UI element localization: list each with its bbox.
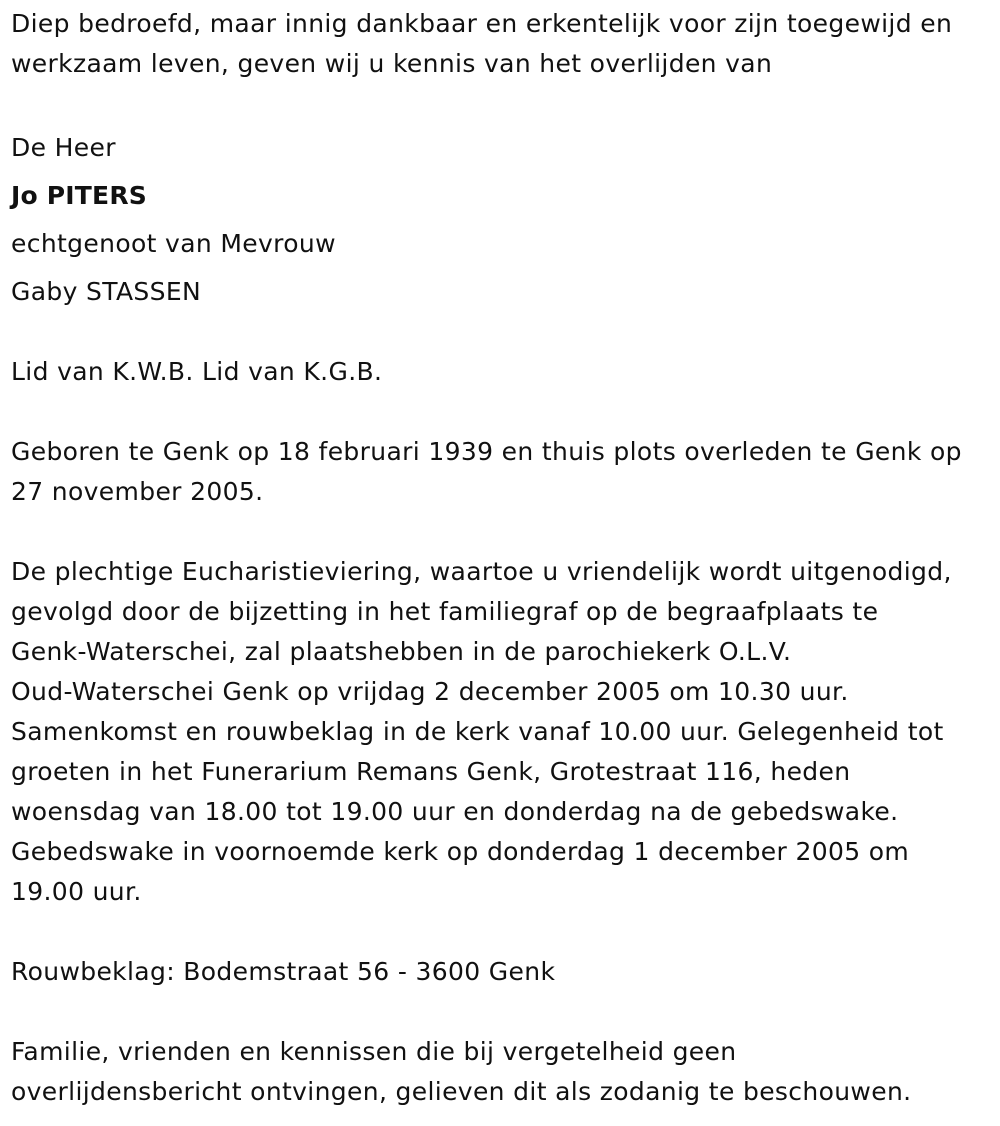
closing-paragraph	[11, 1032, 996, 1112]
deceased-name: Jo PITERS	[11, 181, 147, 210]
spacer	[11, 392, 996, 432]
memberships: Lid van K.W.B. Lid van K.G.B.	[11, 357, 383, 386]
intro-paragraph	[11, 4, 996, 84]
ceremony-line: Samenkomst en rouwbeklag in de kerk vanaf 10.00 uur. Gelegenheid tot	[11, 717, 944, 746]
spouse-label: echtgenoot van Mevrouw	[11, 229, 336, 258]
closing-line: overlijdensbericht ontvingen, gelieven dit als zodanig te beschouwen.	[11, 1077, 912, 1106]
spacer	[11, 316, 996, 352]
condolence-address: Rouwbeklag: Bodemstraat 56 - 3600 Genk	[11, 957, 556, 986]
ceremony-line: De plechtige Eucharistieviering, waartoe u vriendelijk wordt uitgenodigd,	[11, 557, 952, 586]
birth-death-paragraph	[11, 432, 996, 512]
spacer	[11, 992, 996, 1032]
ceremony-paragraph	[11, 552, 996, 912]
spouse-name: Gaby STASSEN	[11, 277, 202, 306]
birth-death-line: 27 november 2005.	[11, 477, 264, 506]
birth-death-line: Geboren te Genk op 18 februari 1939 en thuis plots overleden te Genk op	[11, 437, 962, 466]
intro-line: Diep bedroefd, maar innig dankbaar en erkentelijk voor zijn toegewijd en	[11, 9, 953, 38]
spacer	[11, 512, 996, 552]
ceremony-line: groeten in het Funerarium Remans Genk, Grotestraat 116, heden	[11, 757, 851, 786]
ceremony-line: 19.00 uur.	[11, 877, 142, 906]
spacer	[11, 84, 996, 124]
deceased-title: De Heer	[11, 133, 116, 162]
obituary-notice	[11, 4, 996, 1112]
intro-line: werkzaam leven, geven wij u kennis van het overlijden van	[11, 49, 773, 78]
ceremony-line: Genk-Waterschei, zal plaatshebben in de parochiekerk O.L.V.	[11, 637, 792, 666]
ceremony-line: woensdag van 18.00 tot 19.00 uur en donderdag na de gebedswake.	[11, 797, 899, 826]
ceremony-line: Gebedswake in voornoemde kerk op donderdag 1 december 2005 om	[11, 837, 910, 866]
deceased-block	[11, 124, 996, 316]
closing-line: Familie, vrienden en kennissen die bij vergetelheid geen	[11, 1037, 737, 1066]
ceremony-line: gevolgd door de bijzetting in het familiegraf op de begraafplaats te	[11, 597, 879, 626]
ceremony-line: Oud-Waterschei Genk op vrijdag 2 december 2005 om 10.30 uur.	[11, 677, 849, 706]
spacer	[11, 912, 996, 952]
